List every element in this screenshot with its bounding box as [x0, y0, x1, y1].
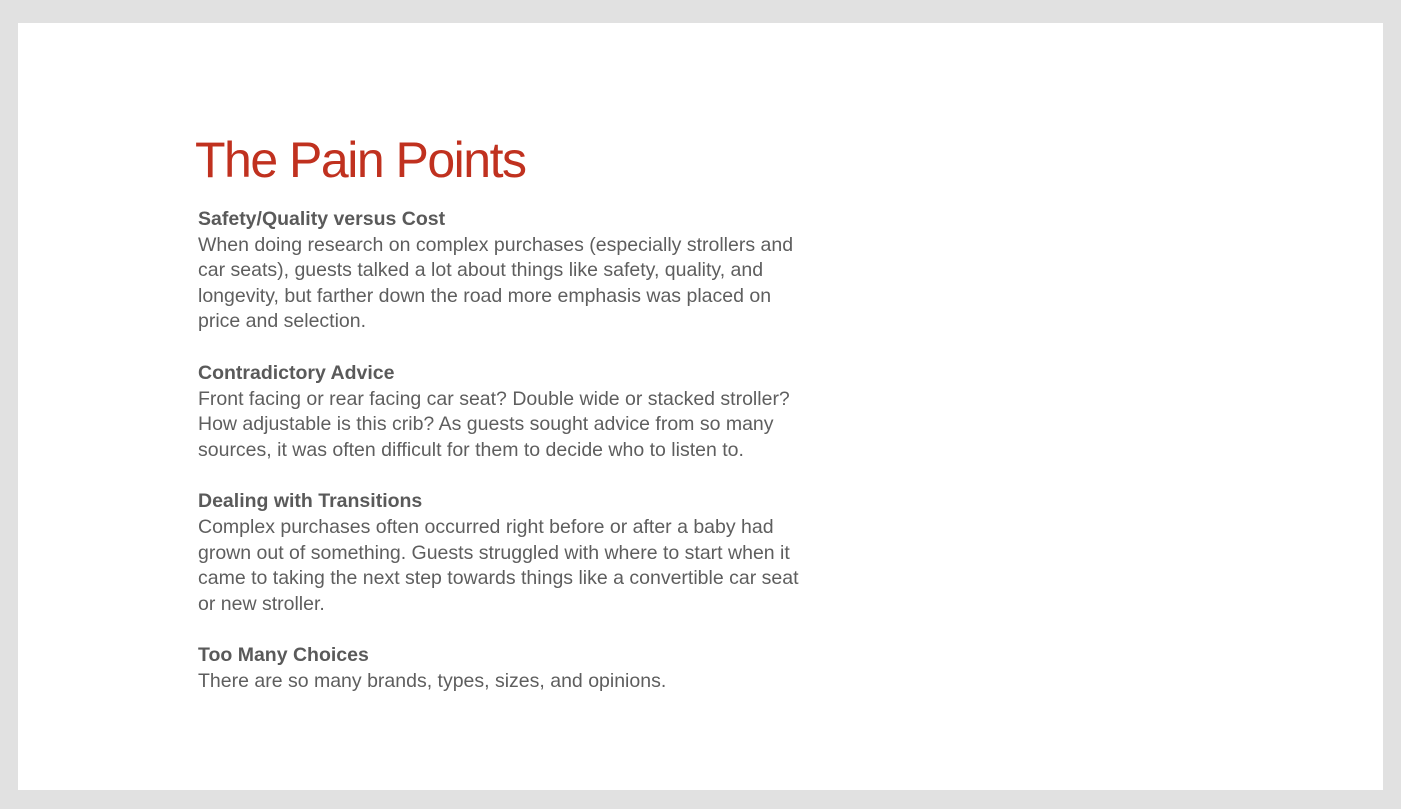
pain-point-heading: Safety/Quality versus Cost: [198, 208, 446, 230]
slide-page: [18, 23, 1383, 790]
pain-point-transitions: [198, 489, 813, 617]
pain-point-heading: Too Many Choices: [198, 644, 369, 667]
pain-point-body: Front facing or rear facing car seat? Double wide or stacked stroller? How adjustable is this crib? As guests sought advice from so many sources, it was often difficult for them to decide who to listen to.: [198, 387, 790, 461]
pain-point-too-many-choices: [198, 643, 813, 694]
pain-point-safety-quality: [198, 207, 813, 335]
pain-point-contradictory-advice: [198, 361, 813, 463]
slide-title: The Pain Points: [195, 132, 526, 188]
pain-point-heading: Dealing with Transitions: [198, 490, 423, 513]
pain-point-body: When doing research on complex purchases (especially strollers and car seats), guests talked a lot about things like safety, quality, and longevity, but farther down the road more emphasis was placed on price and selection.: [198, 233, 794, 333]
pain-points-list: [198, 207, 813, 721]
pain-point-body: There are so many brands, types, sizes, and opinions.: [198, 669, 667, 692]
pain-point-heading: Contradictory Advice: [198, 361, 395, 384]
pain-point-body: Complex purchases often occurred right before or after a baby had grown out of something. Guests struggled with where to start when it came to taking the next step towards things like a convertible car seat or new stroller.: [198, 515, 799, 615]
